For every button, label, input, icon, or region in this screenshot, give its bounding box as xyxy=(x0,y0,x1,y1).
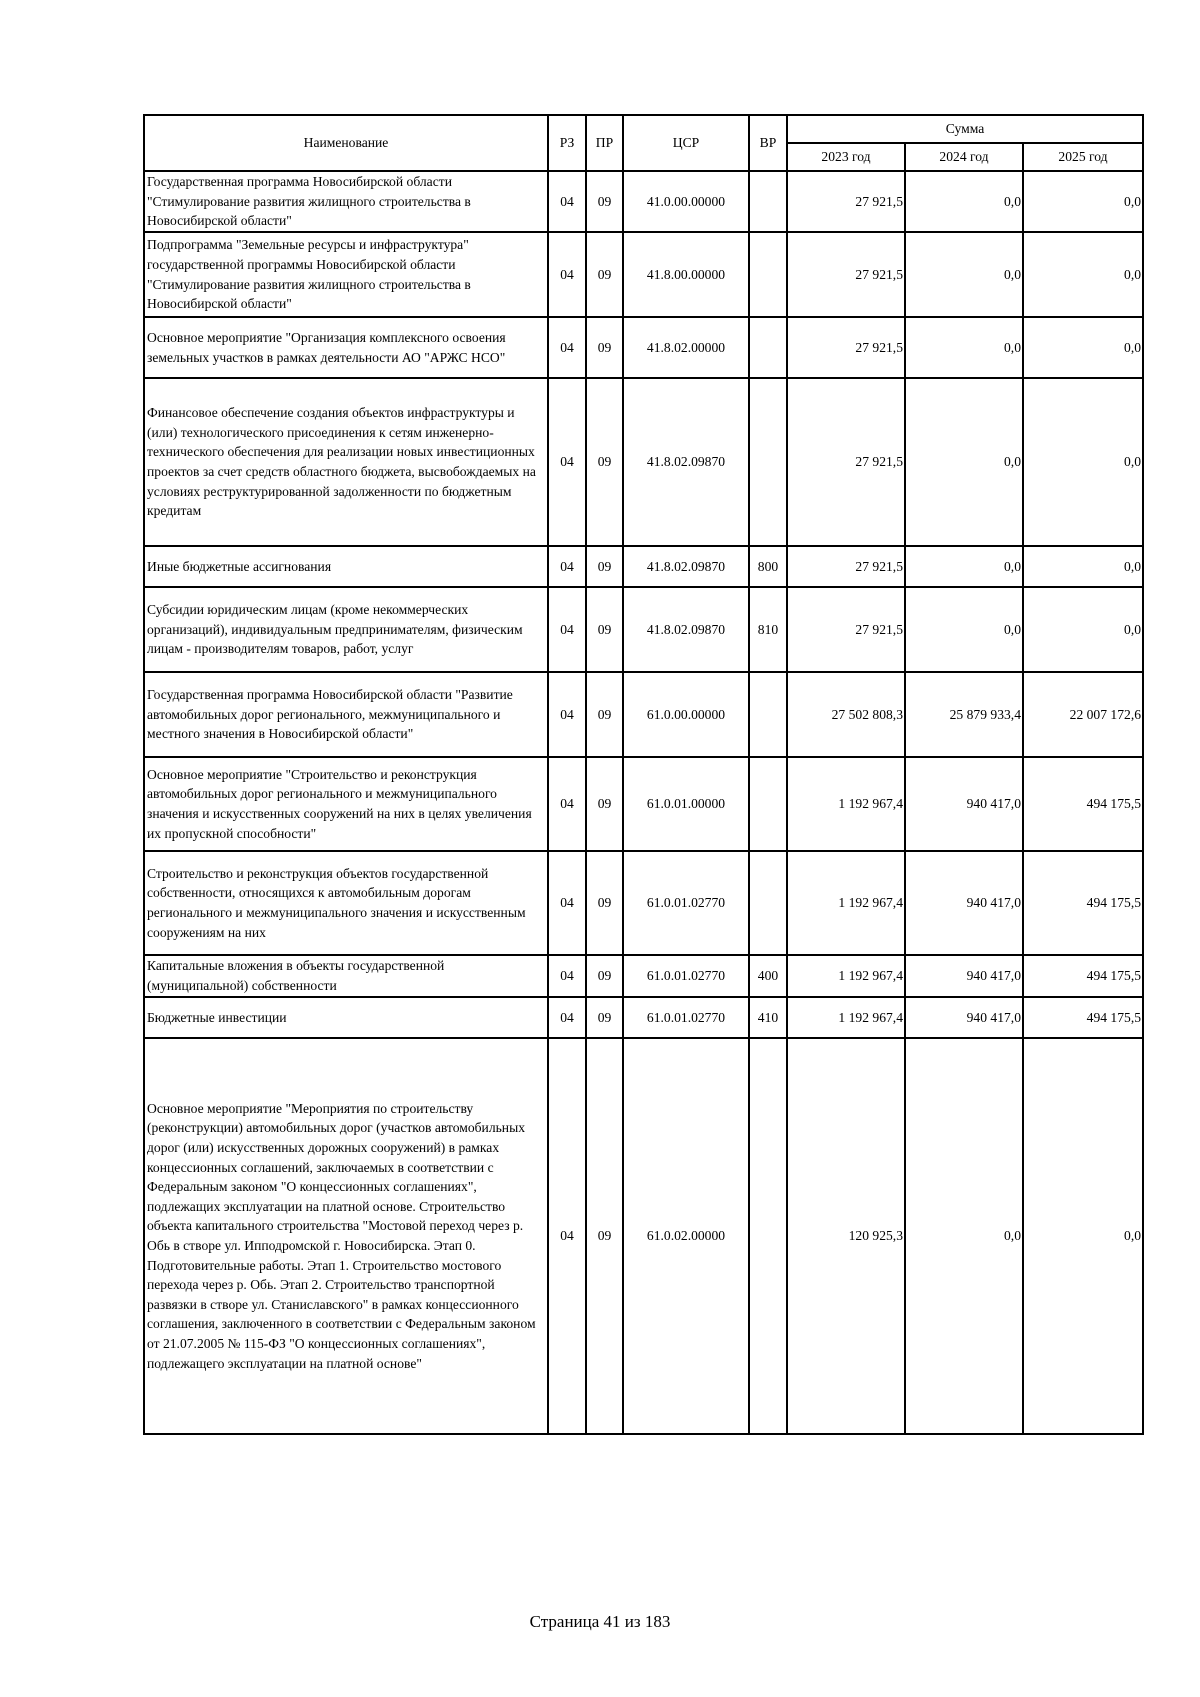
cell-vr xyxy=(749,317,787,378)
cell-pr: 09 xyxy=(586,955,623,997)
header-year-2025: 2025 год xyxy=(1023,143,1143,171)
cell-pr: 09 xyxy=(586,997,623,1038)
cell-amount-2024: 0,0 xyxy=(905,587,1023,672)
budget-table xyxy=(143,114,1144,1435)
cell-amount-2025: 22 007 172,6 xyxy=(1023,672,1143,757)
cell-rz: 04 xyxy=(548,997,586,1038)
cell-amount-2023: 27 921,5 xyxy=(787,171,905,232)
cell-vr xyxy=(749,232,787,317)
cell-pr: 09 xyxy=(586,757,623,851)
cell-csr: 61.0.02.00000 xyxy=(623,1038,749,1434)
cell-csr: 41.8.02.00000 xyxy=(623,317,749,378)
cell-amount-2025: 494 175,5 xyxy=(1023,955,1143,997)
cell-pr: 09 xyxy=(586,317,623,378)
cell-amount-2024: 0,0 xyxy=(905,171,1023,232)
cell-csr: 61.0.01.02770 xyxy=(623,997,749,1038)
cell-amount-2025: 0,0 xyxy=(1023,546,1143,587)
cell-pr: 09 xyxy=(586,171,623,232)
cell-csr: 41.0.00.00000 xyxy=(623,171,749,232)
cell-amount-2025: 0,0 xyxy=(1023,378,1143,546)
cell-amount-2024: 0,0 xyxy=(905,378,1023,546)
cell-amount-2023: 27 921,5 xyxy=(787,232,905,317)
cell-amount-2025: 494 175,5 xyxy=(1023,997,1143,1038)
cell-csr: 41.8.02.09870 xyxy=(623,546,749,587)
cell-vr xyxy=(749,171,787,232)
cell-name: Основное мероприятие "Мероприятия по строительству (реконструкции) автомобильных дорог (участков автомобильных дорог (или) искусственных дорожных сооружений) в рамках концессионных соглашений, заключаемых в соответствии с Федеральным законом "О концессионных соглашениях", подлежащих эксплуатации на платной основе. Строительство объекта капитального строительства "Мостовой переход через р. Обь в створе ул. Ипподромской г. Новосибирска. Этап 0. Подготовительные работы. Этап 1. Строительство мостового перехода через р. Обь. Этап 2. Строительство транспортной развязки в створе ул. Станиславского" в рамках концессионного соглашения, заключенного в соответствии с Федеральным законом от 21.07.2005 № 115-ФЗ "О концессионных соглашениях", подлежащего эксплуатации на платной основе" xyxy=(144,1038,548,1434)
cell-csr: 61.0.01.00000 xyxy=(623,757,749,851)
table-row xyxy=(144,232,1143,317)
cell-rz: 04 xyxy=(548,378,586,546)
header-pr: ПР xyxy=(586,115,623,171)
header-year-2024: 2024 год xyxy=(905,143,1023,171)
cell-rz: 04 xyxy=(548,672,586,757)
cell-vr xyxy=(749,851,787,955)
cell-vr: 400 xyxy=(749,955,787,997)
cell-name: Бюджетные инвестиции xyxy=(144,997,548,1038)
table-row xyxy=(144,997,1143,1038)
cell-rz: 04 xyxy=(548,171,586,232)
cell-amount-2024: 940 417,0 xyxy=(905,851,1023,955)
cell-name: Субсидии юридическим лицам (кроме некоммерческих организаций), индивидуальным предпринимателям, физическим лицам - производителям товаров, работ, услуг xyxy=(144,587,548,672)
cell-vr xyxy=(749,672,787,757)
cell-name: Государственная программа Новосибирской области "Стимулирование развития жилищного строительства в Новосибирской области" xyxy=(144,171,548,232)
cell-amount-2023: 1 192 967,4 xyxy=(787,997,905,1038)
cell-name: Финансовое обеспечение создания объектов инфраструктуры и (или) технологического присоединения к сетям инженерно-технического обеспечения для реализации новых инвестиционных проектов за счет средств областного бюджета, высвобождаемых на условиях реструктурированной задолженности по бюджетным кредитам xyxy=(144,378,548,546)
cell-amount-2023: 1 192 967,4 xyxy=(787,757,905,851)
cell-amount-2023: 120 925,3 xyxy=(787,1038,905,1434)
cell-amount-2025: 0,0 xyxy=(1023,232,1143,317)
cell-rz: 04 xyxy=(548,232,586,317)
cell-name: Основное мероприятие "Организация комплексного освоения земельных участков в рамках деятельности АО "АРЖС НСО" xyxy=(144,317,548,378)
cell-amount-2025: 494 175,5 xyxy=(1023,757,1143,851)
header-sum: Сумма xyxy=(787,115,1143,143)
cell-rz: 04 xyxy=(548,317,586,378)
cell-csr: 61.0.01.02770 xyxy=(623,955,749,997)
cell-pr: 09 xyxy=(586,587,623,672)
cell-vr: 800 xyxy=(749,546,787,587)
cell-rz: 04 xyxy=(548,1038,586,1434)
cell-amount-2023: 27 921,5 xyxy=(787,546,905,587)
table-row xyxy=(144,546,1143,587)
cell-vr: 810 xyxy=(749,587,787,672)
cell-amount-2025: 494 175,5 xyxy=(1023,851,1143,955)
cell-csr: 41.8.02.09870 xyxy=(623,378,749,546)
cell-rz: 04 xyxy=(548,851,586,955)
cell-amount-2023: 27 502 808,3 xyxy=(787,672,905,757)
cell-csr: 61.0.01.02770 xyxy=(623,851,749,955)
table-row xyxy=(144,171,1143,232)
cell-csr: 41.8.00.00000 xyxy=(623,232,749,317)
cell-amount-2025: 0,0 xyxy=(1023,1038,1143,1434)
cell-amount-2024: 0,0 xyxy=(905,1038,1023,1434)
table-row xyxy=(144,378,1143,546)
table-row xyxy=(144,672,1143,757)
table-row xyxy=(144,955,1143,997)
table-row xyxy=(144,757,1143,851)
cell-vr xyxy=(749,378,787,546)
cell-amount-2023: 27 921,5 xyxy=(787,587,905,672)
header-row-top xyxy=(144,115,1143,143)
cell-pr: 09 xyxy=(586,546,623,587)
table-row xyxy=(144,587,1143,672)
cell-name: Строительство и реконструкция объектов государственной собственности, относящихся к автомобильным дорогам регионального и межмуниципального значения и искусственным сооружениям на них xyxy=(144,851,548,955)
cell-vr: 410 xyxy=(749,997,787,1038)
cell-amount-2025: 0,0 xyxy=(1023,171,1143,232)
cell-name: Капитальные вложения в объекты государственной (муниципальной) собственности xyxy=(144,955,548,997)
header-year-2023: 2023 год xyxy=(787,143,905,171)
cell-amount-2023: 27 921,5 xyxy=(787,378,905,546)
cell-pr: 09 xyxy=(586,232,623,317)
cell-amount-2024: 25 879 933,4 xyxy=(905,672,1023,757)
cell-csr: 41.8.02.09870 xyxy=(623,587,749,672)
cell-name: Иные бюджетные ассигнования xyxy=(144,546,548,587)
cell-pr: 09 xyxy=(586,851,623,955)
cell-pr: 09 xyxy=(586,378,623,546)
cell-vr xyxy=(749,757,787,851)
table-row xyxy=(144,1038,1143,1434)
cell-amount-2024: 940 417,0 xyxy=(905,955,1023,997)
cell-rz: 04 xyxy=(548,757,586,851)
table-row xyxy=(144,317,1143,378)
cell-name: Подпрограмма "Земельные ресурсы и инфраструктура" государственной программы Новосибирской области "Стимулирование развития жилищного строительства в Новосибирской области" xyxy=(144,232,548,317)
cell-amount-2024: 0,0 xyxy=(905,232,1023,317)
header-csr: ЦСР xyxy=(623,115,749,171)
cell-amount-2023: 1 192 967,4 xyxy=(787,851,905,955)
page-number: Страница 41 из 183 xyxy=(529,1612,671,1631)
cell-amount-2025: 0,0 xyxy=(1023,587,1143,672)
cell-pr: 09 xyxy=(586,672,623,757)
cell-amount-2024: 940 417,0 xyxy=(905,757,1023,851)
cell-amount-2024: 0,0 xyxy=(905,317,1023,378)
cell-csr: 61.0.00.00000 xyxy=(623,672,749,757)
cell-name: Основное мероприятие "Строительство и реконструкция автомобильных дорог регионального и межмуниципального значения и искусственных сооружений на них в целях увеличения их пропускной способности" xyxy=(144,757,548,851)
cell-amount-2025: 0,0 xyxy=(1023,317,1143,378)
cell-amount-2023: 1 192 967,4 xyxy=(787,955,905,997)
cell-vr xyxy=(749,1038,787,1434)
cell-name: Государственная программа Новосибирской области "Развитие автомобильных дорог регионального, межмуниципального и местного значения в Новосибирской области" xyxy=(144,672,548,757)
cell-amount-2023: 27 921,5 xyxy=(787,317,905,378)
cell-rz: 04 xyxy=(548,587,586,672)
header-vr: ВР xyxy=(749,115,787,171)
cell-rz: 04 xyxy=(548,546,586,587)
cell-pr: 09 xyxy=(586,1038,623,1434)
header-rz: РЗ xyxy=(548,115,586,171)
cell-rz: 04 xyxy=(548,955,586,997)
cell-amount-2024: 0,0 xyxy=(905,546,1023,587)
table-row xyxy=(144,851,1143,955)
cell-amount-2024: 940 417,0 xyxy=(905,997,1023,1038)
header-name: Наименование xyxy=(144,115,548,171)
